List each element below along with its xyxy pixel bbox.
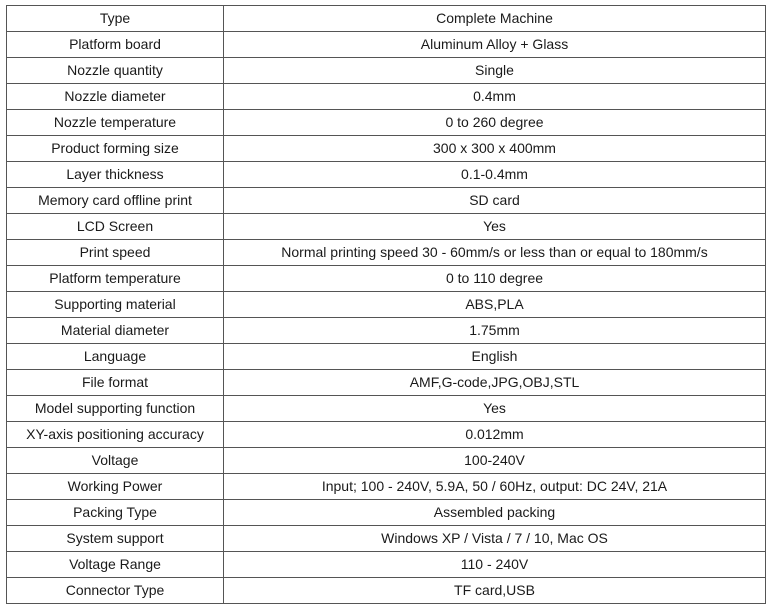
table-row (7, 526, 766, 552)
spec-label: Working Power (7, 474, 224, 500)
spec-label: Nozzle diameter (7, 84, 224, 110)
spec-value: Normal printing speed 30 - 60mm/s or less than or equal to 180mm/s (224, 240, 766, 266)
spec-label: Voltage Range (7, 552, 224, 578)
spec-label: File format (7, 370, 224, 396)
spec-label: Supporting material (7, 292, 224, 318)
table-row (7, 188, 766, 214)
spec-value: 0 to 110 degree (224, 266, 766, 292)
table-row (7, 240, 766, 266)
table-row (7, 396, 766, 422)
spec-label: Language (7, 344, 224, 370)
spec-label: Platform board (7, 32, 224, 58)
spec-value: ABS,PLA (224, 292, 766, 318)
spec-label: Nozzle quantity (7, 58, 224, 84)
spec-label: Type (7, 6, 224, 32)
table-row (7, 370, 766, 396)
table-row (7, 32, 766, 58)
table-row (7, 422, 766, 448)
spec-value: TF card,USB (224, 578, 766, 604)
spec-label: Print speed (7, 240, 224, 266)
spec-value: Complete Machine (224, 6, 766, 32)
table-row (7, 162, 766, 188)
table-row (7, 6, 766, 32)
spec-table (6, 5, 766, 604)
table-row (7, 578, 766, 604)
spec-label: Memory card offline print (7, 188, 224, 214)
table-row (7, 552, 766, 578)
spec-value: AMF,G-code,JPG,OBJ,STL (224, 370, 766, 396)
spec-value: English (224, 344, 766, 370)
spec-value: 0.1-0.4mm (224, 162, 766, 188)
spec-label: Nozzle temperature (7, 110, 224, 136)
spec-value: Assembled packing (224, 500, 766, 526)
spec-label: Packing Type (7, 500, 224, 526)
table-row (7, 58, 766, 84)
table-row (7, 84, 766, 110)
spec-value: Single (224, 58, 766, 84)
spec-label: XY-axis positioning accuracy (7, 422, 224, 448)
spec-value: 300 x 300 x 400mm (224, 136, 766, 162)
table-row (7, 448, 766, 474)
spec-label: LCD Screen (7, 214, 224, 240)
table-row (7, 214, 766, 240)
spec-label: Model supporting function (7, 396, 224, 422)
table-row (7, 474, 766, 500)
table-row (7, 500, 766, 526)
spec-value: Windows XP / Vista / 7 / 10, Mac OS (224, 526, 766, 552)
spec-label: Layer thickness (7, 162, 224, 188)
table-row (7, 136, 766, 162)
spec-value: 0.4mm (224, 84, 766, 110)
spec-label: Voltage (7, 448, 224, 474)
spec-value: Input; 100 - 240V, 5.9A, 50 / 60Hz, output: DC 24V, 21A (224, 474, 766, 500)
spec-table-body (7, 6, 766, 604)
table-row (7, 344, 766, 370)
spec-label: Connector Type (7, 578, 224, 604)
table-row (7, 318, 766, 344)
table-row (7, 110, 766, 136)
spec-label: Platform temperature (7, 266, 224, 292)
spec-label: System support (7, 526, 224, 552)
table-row (7, 266, 766, 292)
spec-value: Yes (224, 214, 766, 240)
spec-value: 0 to 260 degree (224, 110, 766, 136)
spec-label: Material diameter (7, 318, 224, 344)
spec-label: Product forming size (7, 136, 224, 162)
spec-value: Yes (224, 396, 766, 422)
table-row (7, 292, 766, 318)
spec-value: 0.012mm (224, 422, 766, 448)
spec-value: 100-240V (224, 448, 766, 474)
spec-value: 1.75mm (224, 318, 766, 344)
spec-value: SD card (224, 188, 766, 214)
spec-value: 110 - 240V (224, 552, 766, 578)
spec-value: Aluminum Alloy + Glass (224, 32, 766, 58)
